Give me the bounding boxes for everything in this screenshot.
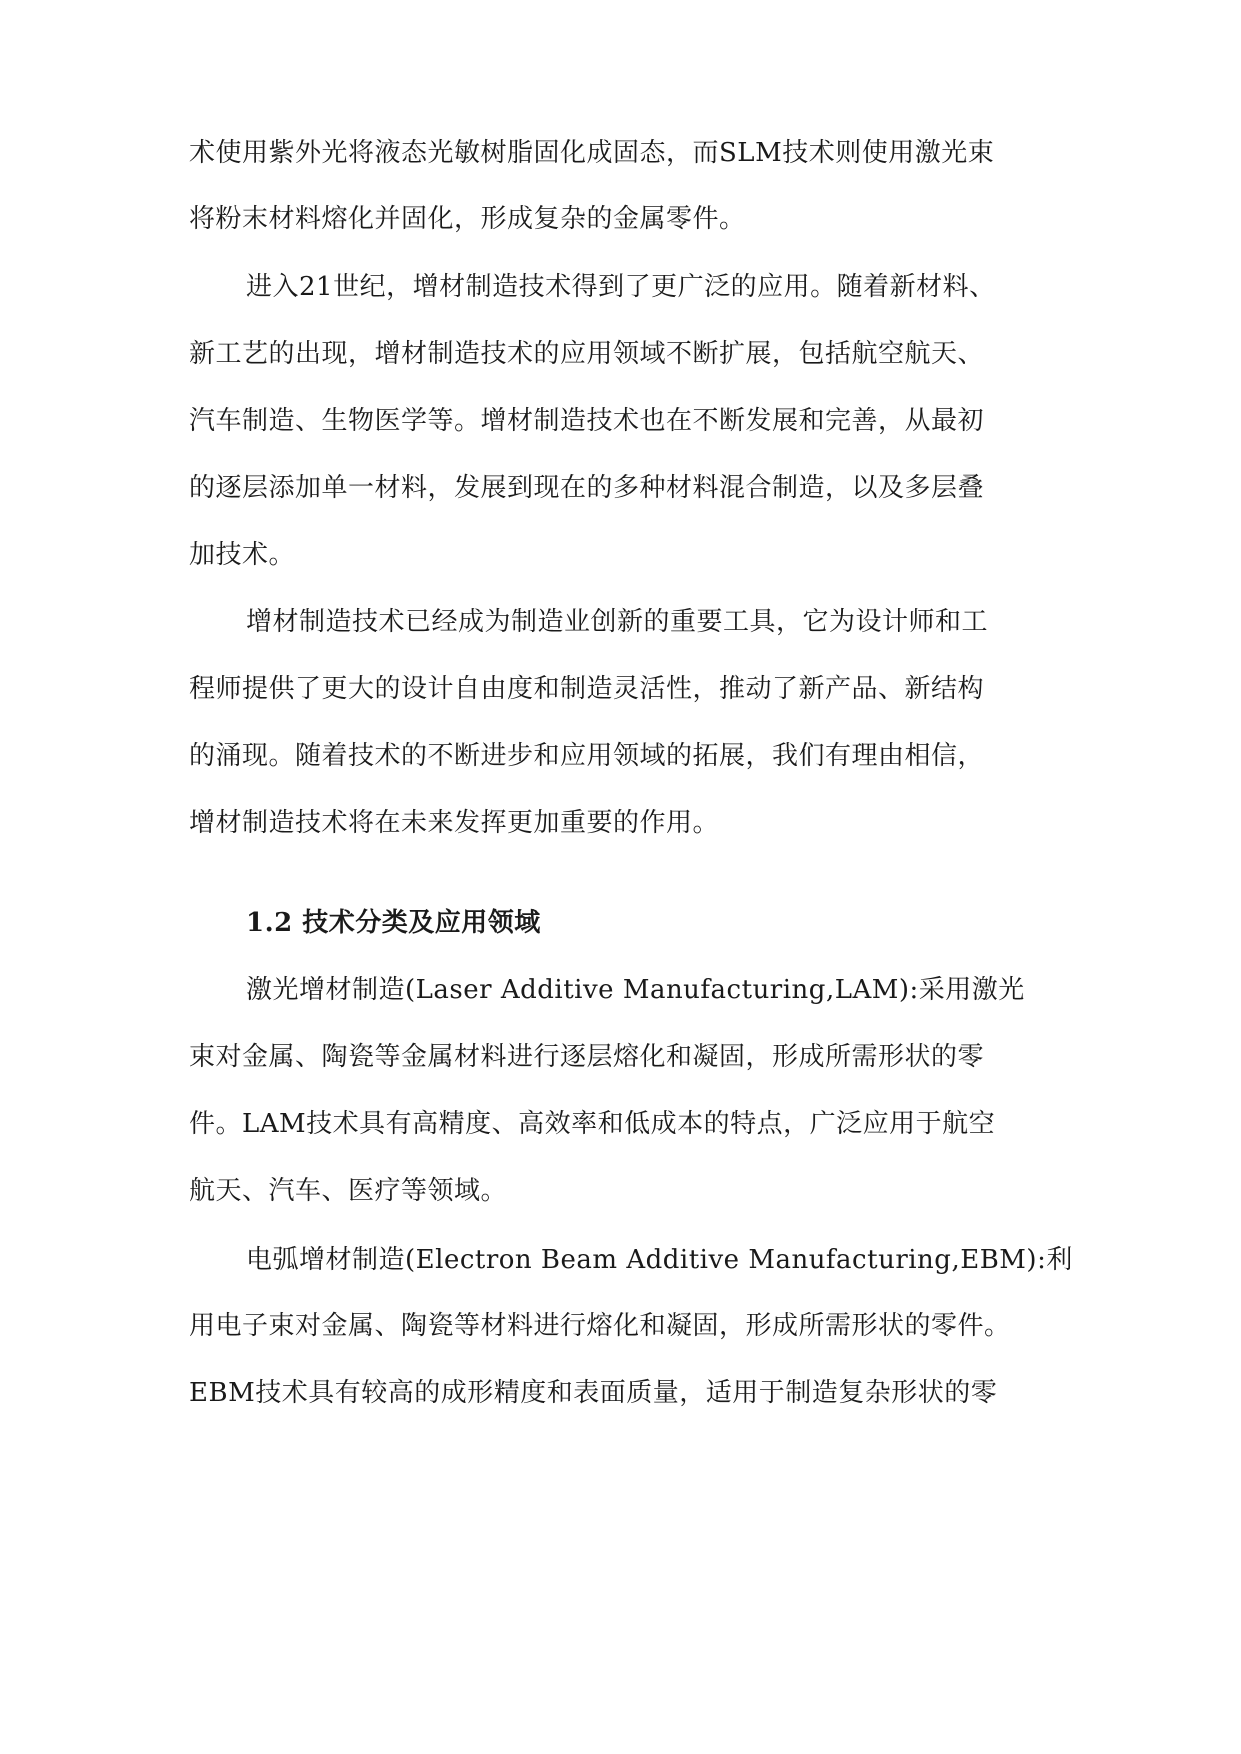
paragraph-first-line: 进入21世纪，增材制造技术得到了更广泛的应用。随着新材料、 [246,272,996,302]
section-heading: 1.2 技术分类及应用领域 [246,908,541,938]
text-line: 用电子束对金属、陶瓷等材料进行熔化和凝固，形成所需形状的零件。 [189,1311,1011,1341]
text-line: EBM技术具有较高的成形精度和表面质量，适用于制造复杂形状的零 [189,1378,998,1408]
text-line: 加技术。 [189,540,296,570]
text-line: 航天、汽车、医疗等领域。 [189,1176,508,1206]
text-line: 程师提供了更大的设计自由度和制造灵活性，推动了新产品、新结构 [189,674,985,704]
paragraph-first-line: 增材制造技术已经成为制造业创新的重要工具，它为设计师和工 [246,607,989,637]
text-line: 的逐层添加单一材料，发展到现在的多种材料混合制造，以及多层叠 [189,473,985,503]
text-line: 件。LAM技术具有高精度、高效率和低成本的特点，广泛应用于航空 [189,1109,996,1139]
text-line: 术使用紫外光将液态光敏树脂固化成固态，而SLM技术则使用激光束 [189,138,995,168]
paragraph-first-line: 电弧增材制造(Electron Beam Additive Manufacturing,EBM):利 [246,1245,1073,1275]
text-line: 束对金属、陶瓷等金属材料进行逐层熔化和凝固，形成所需形状的零 [189,1042,985,1072]
text-line: 的涌现。随着技术的不断进步和应用领域的拓展，我们有理由相信， [189,741,985,771]
text-line: 增材制造技术将在未来发挥更加重要的作用。 [189,808,720,838]
text-line: 将粉末材料熔化并固化，形成复杂的金属零件。 [189,204,746,234]
text-line: 汽车制造、生物医学等。增材制造技术也在不断发展和完善，从最初 [189,406,985,436]
text-line: 新工艺的出现，增材制造技术的应用领域不断扩展，包括航空航天、 [189,339,985,369]
paragraph-first-line: 激光增材制造(Laser Additive Manufacturing,LAM):采用激光 [246,975,1025,1005]
